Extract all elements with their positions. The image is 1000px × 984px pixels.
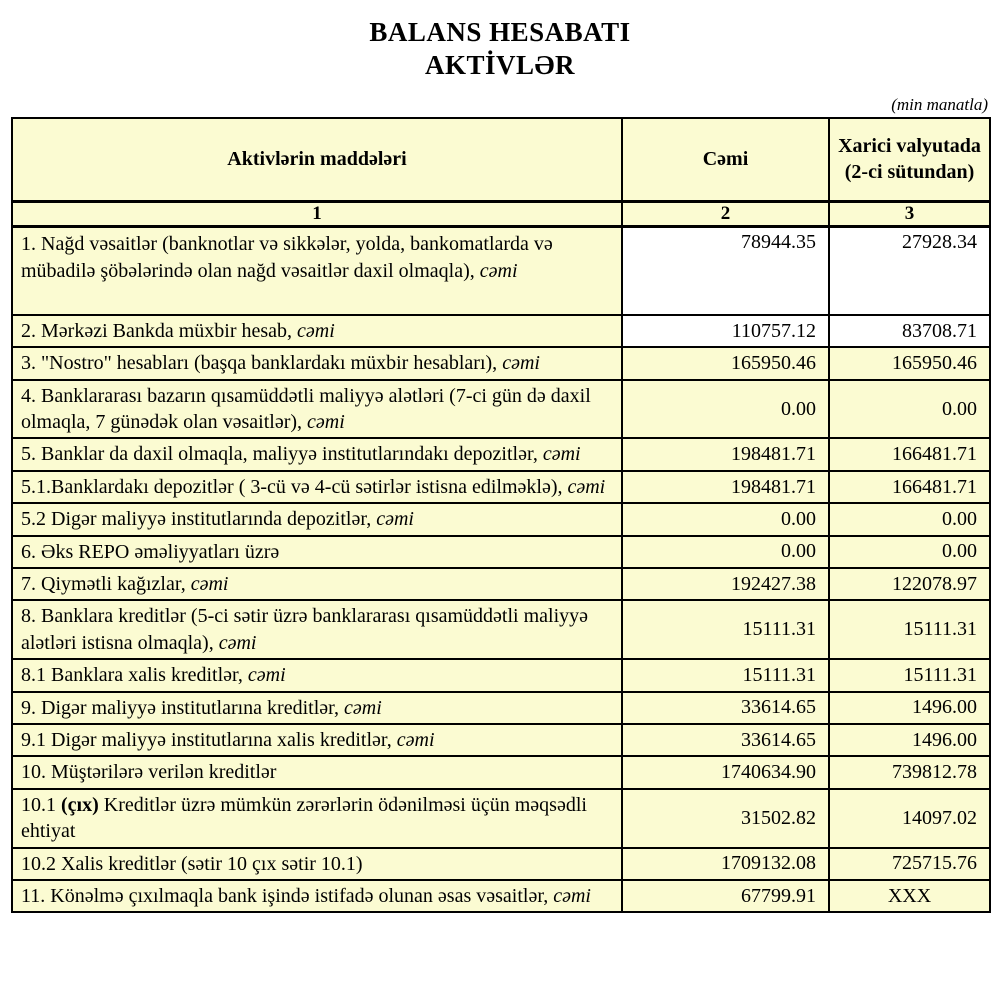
row-foreign-value: 122078.97 bbox=[829, 568, 990, 600]
row-label-text: 8. Banklara kreditlər (5-ci sətir üzrə banklararası qısamüddətli maliyyə alətləri istisna olmaqla), bbox=[21, 605, 589, 654]
table-row bbox=[12, 880, 990, 912]
row-total-value: 198481.71 bbox=[622, 438, 829, 470]
row-label bbox=[12, 600, 622, 659]
row-total-value: 110757.12 bbox=[622, 315, 829, 347]
row-label-text: 5. Banklar da daxil olmaqla, maliyyə institutlarındakı depozitlər, bbox=[21, 443, 543, 466]
row-label-text: 4. Banklararası bazarın qısamüddətli maliyyə alətləri (7-ci gün də daxil olmaqla, 7 günədək olan vəsaitlər), bbox=[21, 384, 591, 434]
table-row bbox=[12, 315, 990, 347]
row-total-value: 15111.31 bbox=[622, 600, 829, 659]
row-label-text: 1. Nağd vəsaitlər (banknotlar və sikkələr, yolda, bankomatlarda və mübadilə şöbələrində olan nağd vəsaitlər daxil olmaqla), bbox=[21, 233, 553, 282]
row-label-text: 5.2 Digər maliyyə institutlarında depozitlər, bbox=[21, 508, 377, 531]
row-label-text: Kreditlər üzrə mümkün zərərlərin ödənilməsi üçün məqsədli ehtiyat bbox=[21, 793, 587, 843]
row-label-suffix: cəmi bbox=[376, 508, 414, 531]
row-label-text: 7. Qiymətli kağızlar, bbox=[21, 573, 191, 595]
row-label-suffix: cəmi bbox=[567, 475, 606, 498]
row-foreign-value: 739812.78 bbox=[829, 756, 990, 788]
row-label-text: 10. Müştərilərə verilən kreditlər bbox=[21, 761, 277, 784]
row-label bbox=[12, 756, 622, 788]
table-row bbox=[12, 756, 990, 788]
header-row bbox=[12, 118, 990, 202]
row-foreign-value: 166481.71 bbox=[829, 471, 990, 503]
table-row bbox=[12, 471, 990, 503]
row-foreign-value: XXX bbox=[829, 880, 990, 912]
row-label-text: 9. Digər maliyyə institutlarına kreditlər, bbox=[21, 696, 344, 719]
row-total-value: 0.00 bbox=[622, 536, 829, 568]
row-label bbox=[12, 568, 622, 600]
row-total-value: 33614.65 bbox=[622, 724, 829, 756]
row-label bbox=[12, 227, 622, 315]
row-total-value: 1709132.08 bbox=[622, 848, 829, 880]
assets-table bbox=[11, 117, 991, 913]
row-label-text: 5.1.Banklardakı depozitlər ( 3-cü və 4-cü sətirlər istisna edilməklə), bbox=[21, 475, 568, 498]
row-foreign-value: 1496.00 bbox=[829, 692, 990, 724]
row-label-text: 6. Əks REPO əməliyyatları üzrə bbox=[21, 540, 280, 563]
row-label-text: 3. "Nostro" hesabları (başqa banklardakı müxbir hesabları), bbox=[21, 352, 503, 375]
row-total-value: 15111.31 bbox=[622, 659, 829, 691]
table-row bbox=[12, 848, 990, 880]
table-row bbox=[12, 438, 990, 470]
row-label-text: 9.1 Digər maliyyə institutlarına xalis kreditlər, bbox=[21, 728, 397, 751]
row-total-value: 67799.91 bbox=[622, 880, 829, 912]
table-row bbox=[12, 227, 990, 315]
row-total-value: 192427.38 bbox=[622, 568, 829, 600]
row-label-suffix: cəmi bbox=[218, 631, 257, 654]
table-row bbox=[12, 789, 990, 848]
row-total-value: 198481.71 bbox=[622, 471, 829, 503]
row-label-suffix: cəmi bbox=[396, 728, 435, 751]
row-label-suffix: cəmi bbox=[297, 319, 335, 342]
table-row bbox=[12, 600, 990, 659]
row-label-suffix: cəmi bbox=[502, 352, 540, 375]
table-row bbox=[12, 503, 990, 535]
table-row bbox=[12, 692, 990, 724]
row-total-value: 31502.82 bbox=[622, 789, 829, 848]
row-label-suffix: cəmi bbox=[344, 696, 382, 719]
row-label-text: 8.1 Banklara xalis kreditlər, bbox=[21, 664, 248, 687]
report-title-line2: AKTİVLƏR bbox=[425, 49, 575, 80]
report-title bbox=[11, 16, 989, 82]
row-label-text: 10.2 Xalis kreditlər (sətir 10 çıx sətir 10.1) bbox=[21, 852, 363, 875]
row-foreign-value: 0.00 bbox=[829, 503, 990, 535]
row-foreign-value: 15111.31 bbox=[829, 659, 990, 691]
header-total-column: Cəmi bbox=[622, 118, 829, 202]
report-title-line1: BALANS HESABATI bbox=[369, 17, 631, 47]
row-foreign-value: 83708.71 bbox=[829, 315, 990, 347]
table-row bbox=[12, 536, 990, 568]
row-total-value: 165950.46 bbox=[622, 347, 829, 379]
row-label bbox=[12, 692, 622, 724]
row-label bbox=[12, 380, 622, 439]
row-foreign-value: 14097.02 bbox=[829, 789, 990, 848]
row-total-value: 1740634.90 bbox=[622, 756, 829, 788]
row-foreign-value: 725715.76 bbox=[829, 848, 990, 880]
row-label-suffix: cəmi bbox=[307, 411, 345, 434]
row-foreign-value: 1496.00 bbox=[829, 724, 990, 756]
row-label-suffix: cəmi bbox=[542, 443, 581, 466]
row-label-suffix: cəmi bbox=[247, 664, 286, 687]
row-label bbox=[12, 880, 622, 912]
row-label-suffix: cəmi bbox=[190, 573, 229, 595]
table-row bbox=[12, 659, 990, 691]
table-row bbox=[12, 347, 990, 379]
row-total-value: 33614.65 bbox=[622, 692, 829, 724]
row-label bbox=[12, 659, 622, 691]
unit-note: (min manatla) bbox=[891, 94, 988, 114]
row-label bbox=[12, 347, 622, 379]
row-total-value: 0.00 bbox=[622, 380, 829, 439]
row-label-bold-text: (çıx) bbox=[61, 793, 99, 816]
table-row bbox=[12, 724, 990, 756]
row-label bbox=[12, 503, 622, 535]
column-index-row bbox=[12, 202, 990, 227]
row-label bbox=[12, 471, 622, 503]
row-label bbox=[12, 848, 622, 880]
row-label bbox=[12, 438, 622, 470]
row-label-text: 10.1 bbox=[21, 793, 61, 816]
row-label bbox=[12, 315, 622, 347]
row-total-value: 78944.35 bbox=[622, 227, 829, 315]
row-foreign-value: 166481.71 bbox=[829, 438, 990, 470]
row-label bbox=[12, 536, 622, 568]
table-row bbox=[12, 568, 990, 600]
row-label-text: 2. Mərkəzi Bankda müxbir hesab, bbox=[21, 319, 298, 342]
row-label bbox=[12, 724, 622, 756]
column-index-3: 3 bbox=[829, 202, 990, 227]
row-label-suffix: cəmi bbox=[479, 259, 518, 282]
row-total-value: 0.00 bbox=[622, 503, 829, 535]
row-label-text: 11. Könəlmə çıxılmaqla bank işində istifadə olunan əsas vəsaitlər, bbox=[21, 884, 554, 907]
row-foreign-value: 27928.34 bbox=[829, 227, 990, 315]
row-foreign-value: 15111.31 bbox=[829, 600, 990, 659]
column-index-1: 1 bbox=[12, 202, 622, 227]
row-foreign-value: 165950.46 bbox=[829, 347, 990, 379]
table-row bbox=[12, 380, 990, 439]
row-label bbox=[12, 789, 622, 848]
row-foreign-value: 0.00 bbox=[829, 380, 990, 439]
header-foreign-currency-column: Xarici valyutada (2-ci sütundan) bbox=[829, 118, 990, 202]
row-label-suffix: cəmi bbox=[553, 884, 591, 907]
header-items-column: Aktivlərin maddələri bbox=[12, 118, 622, 202]
row-foreign-value: 0.00 bbox=[829, 536, 990, 568]
column-index-2: 2 bbox=[622, 202, 829, 227]
